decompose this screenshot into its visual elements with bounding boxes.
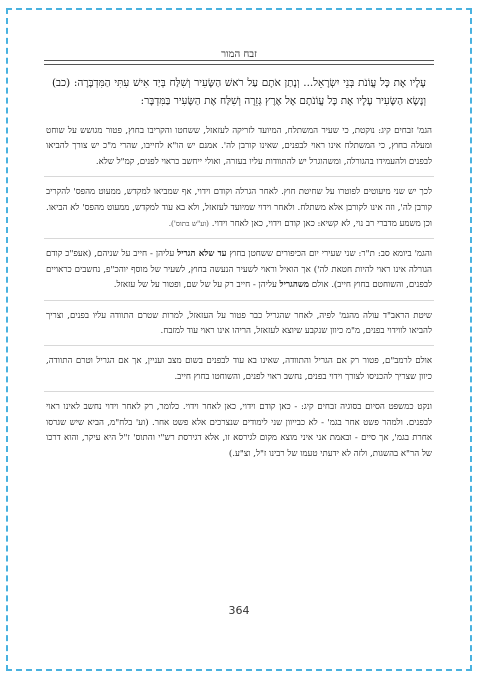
paragraph-1-text: הגמ' זבחים קיג: נוקטת, כי שעיר המשתלח, המיועד לזריקה לעזאזל, ששחטו והקריבו בחוץ, פטור מגושש על שוחט ומעלה בחוץ, כי המשתלח אינו ראוי לבפנים, שאינו קורבן לה'. אמנם יש הו"א לחייבו, שהרי מ"כ יש צורך להביאו לבפנים ולהעמידו בהגורלה, ומשהוגרל יש להתוודות עליו בעזרה, ואולי ייחשב כראוי לפנים, קמ"ל שלא.	[46, 126, 432, 167]
paragraph-2-note: (וע"ש בתוס').	[168, 219, 209, 229]
paragraph-5-text: אולם לרמב"ם, פטור רק אם הגריל והתוודה, שאינו בא עוד לבפנים בשום מצב ועניין, אך אם הגריל וטרם התוודה, כיוון שצריך להכניסו לצורך וידוי בפנים, נחשב ראוי לפנים, והשוחטו בחוץ חייב.	[46, 356, 432, 382]
paragraph-3-text-c: עליהן - חייב רק על של שם, ופטור על של עזאזל.	[113, 280, 280, 291]
paragraph-4-text: שיטת הראב"ד עולה מהגמ' לפיה, לאחר שהגריל כבר פטור על העזאזל, למרות שטרם התוודה עליו בפנים, וצריך להביאו לווידוי בפנים, מ"מ כיוון שנקבע שיוצא לעזאזל, הריהו אינו ראוי עוד למזבח.	[46, 310, 432, 337]
paragraph-5	[44, 354, 434, 392]
paragraph-6-text: ונקט כמשפט הסיום בסוגיה זבחים קיג: - כאן קודם וידוי, כאן לאחר וידוי. כלומר, רק לאחר וידוי נחשב לאינו ראוי לבפנים. ולמהר פשט אחר בגמ' - לא כבייוון שני לימודים שנצרכים אלא פשט אחר. (וע' בלח"מ, הביא שיש שגרסו אחרת בגמ', אך סיים - ובאמת אני איני מוצא מקום לגירסא זו, אלא דגירסת רש"י והתוס' ז"ל היא עיקר, והוא דרכו של הר"א בהשגות, ולזה לא ידעתי טעמו של רבינו ז"ל, וצ"ע.)	[46, 402, 432, 459]
running-header: זבח המור	[221, 49, 257, 60]
book-page	[44, 36, 434, 661]
header-rule-top	[44, 60, 434, 61]
page-number: 364	[228, 604, 250, 617]
paragraph-3	[44, 247, 434, 300]
paragraph-3-text-b: עליהן - חייב על שניהם, (אעפ"כ קודם הגורלה אינו ראוי להיות חטאת לה') אך הואיל וראוי לשעיר הנעשה בחוץ, לשעיר של מוסף יוהכ"פ, נחשבים כראויים לבפנים, והשוחטם בחוץ חייב). אולם	[46, 249, 432, 291]
paragraph-3-text-a: והגמ' ביומא סב: ת"ר: שני שעירי יום הכיפורים ששחטן בחוץ	[226, 249, 433, 260]
paragraph-1	[44, 124, 434, 177]
paragraph-6	[44, 400, 434, 468]
verse-quote: עָלָיו אֶת כָּל עֲוֹנֹת בְּנֵי יִשְׂרָאֵל... וְנָתַן אֹתָם עַל רֹאשׁ הַשָּׂעִיר וְשִׁלַּח בְּיַד אִישׁ עִתִּי הַמִּדְבָּרָה: (כב) וְנָשָׂא הַשָּׂעִיר עָלָיו אֶת כָּל עֲוֹנֹתָם אֶל אֶרֶץ גְּזֵרָה וְשִׁלַּח אֶת הַשָּׂעִיר בַּמִּדְבָּר:	[52, 77, 426, 107]
paragraph-4	[44, 309, 434, 347]
paragraph-3-bold-1: עד שלא הגריל	[177, 249, 227, 260]
paragraph-2	[44, 185, 434, 239]
header-rule-bottom	[44, 64, 434, 65]
page-content	[44, 74, 434, 476]
paragraph-2-text: לכך יש שני מיעוטים לפוטרו על שחיטת חוץ. לאחר הגרלה וקודם וידוי, אף שמביאו למקדש, ממעוט מהפס' להקריב קורבן לה', וזה אינו לקורבן אלא משתלח. ולאחר וידוי שמיועד לעזאזל, ולא בא עוד למקדש, ממעוט מהפס' לא הביאו. וכן משמע מדברי רב נוי, לא קשיא: כאן קודם וידוי, כאן לאחר וידוי.	[46, 187, 432, 230]
paragraph-3-bold-2: משהגריל	[279, 280, 309, 291]
